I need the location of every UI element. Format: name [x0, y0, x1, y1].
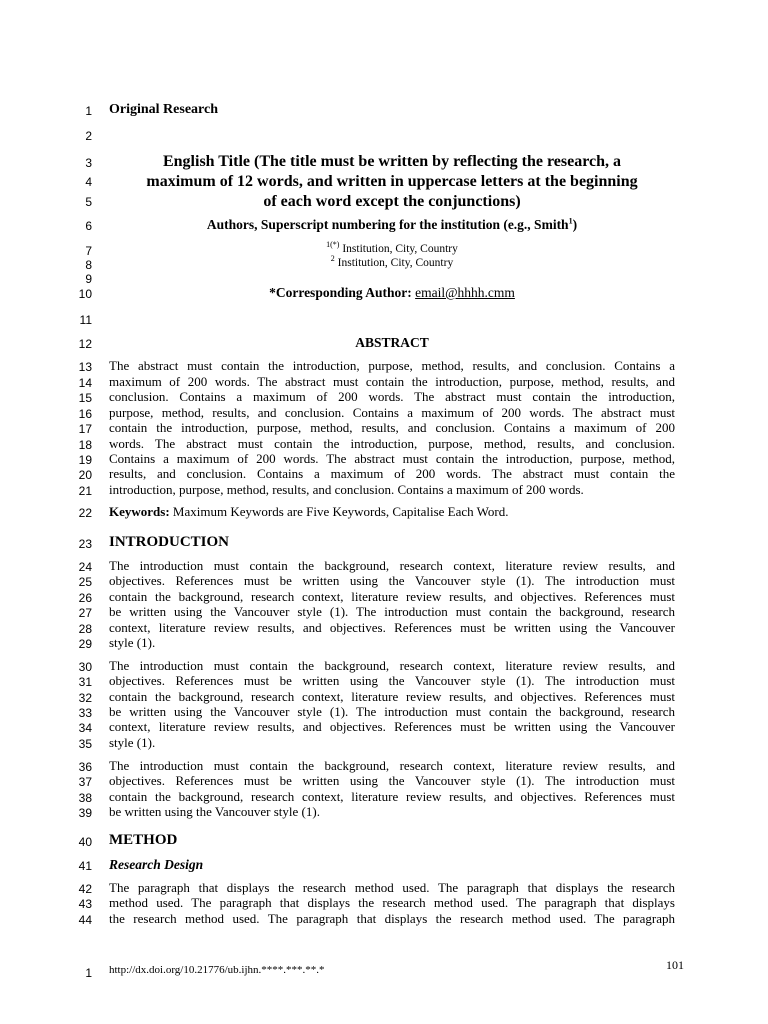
paragraph-line: contain the background, research context, literature review results, and objectives. References must [109, 789, 675, 804]
line-number: 29 [78, 637, 92, 651]
line-number: 37 [78, 775, 92, 789]
line-number: 17 [78, 422, 92, 436]
keywords-label: Keywords: [109, 504, 170, 519]
affiliation-superscript: 2 [330, 254, 335, 264]
line-number: 11 [79, 313, 92, 327]
affiliation-2 [109, 254, 675, 269]
line-number: 10 [78, 287, 92, 301]
line-number: 9 [85, 272, 92, 286]
line-number: 43 [78, 897, 92, 911]
line-number: 30 [78, 660, 92, 674]
line-number: 12 [78, 337, 92, 351]
line-number: 16 [78, 407, 92, 421]
paragraph-line: be written using the Vancouver style (1). The introduction must contain the background, research [109, 704, 675, 719]
abstract-line: Contains a maximum of 200 words. The abstract must contain the introduction, purpose, method, [109, 451, 675, 466]
paragraph-line: context, literature review results, and objectives. References must be written using the Vancouver [109, 719, 675, 734]
abstract-line: conclusion. Contains a maximum of 200 words. The abstract must contain the introduction, [109, 389, 675, 404]
paragraph-line: context, literature review results, and objectives. References must be written using the Vancouver [109, 620, 675, 635]
abstract-line: words. The abstract must contain the introduction, purpose, method, results, and conclusion. [109, 436, 675, 451]
abstract-line: maximum of 200 words. The abstract must contain the introduction, purpose, method, results, and [109, 374, 675, 389]
line-number: 22 [78, 506, 92, 520]
line-number: 8 [85, 258, 92, 272]
line-number: 36 [78, 760, 92, 774]
paragraph-line: The introduction must contain the background, research context, literature review results, and [109, 758, 675, 773]
paragraph-line: be written using the Vancouver style (1). [109, 804, 320, 819]
paragraph-line: the research method used. The paragraph that displays the research method used. The paragraph [109, 911, 675, 926]
paragraph-line: The introduction must contain the background, research context, literature review results, and [109, 558, 675, 573]
paragraph-line: method used. The paragraph that displays the research method used. The paragraph that displays [109, 895, 675, 910]
line-number: 25 [78, 575, 92, 589]
paragraph-line: The paragraph that displays the research method used. The paragraph that displays the research [109, 880, 675, 895]
paragraph-line: style (1). [109, 735, 156, 750]
line-number: 2 [85, 129, 92, 143]
line-number: 13 [78, 360, 92, 374]
corresponding-label: *Corresponding Author: [269, 285, 416, 300]
paragraph-line: be written using the Vancouver style (1). The introduction must contain the background, research [109, 604, 675, 619]
keywords-line [109, 504, 675, 520]
line-number: 3 [85, 156, 92, 170]
affiliation-text: Institution, City, Country [334, 257, 454, 269]
line-number: 33 [78, 706, 92, 720]
line-number: 7 [85, 244, 92, 258]
abstract-line: introduction, purpose, method, results, and conclusion. Contains a maximum of 200 words. [109, 482, 584, 497]
introduction-heading: INTRODUCTION [109, 534, 230, 550]
title-line: English Title (The title must be written by reflecting the research, a [162, 153, 622, 170]
corresponding-email-link[interactable]: email@hhhh.cmm [415, 285, 515, 300]
line-number: 24 [78, 560, 92, 574]
paragraph-line: objectives. References must be written using the Vancouver style (1). The introduction must [109, 573, 675, 588]
paragraph-line: objectives. References must be written using the Vancouver style (1). The introduction must [109, 673, 675, 688]
line-number: 38 [78, 791, 92, 805]
footer-line-number: 1 [85, 966, 92, 980]
line-number: 21 [78, 484, 92, 498]
doi-link[interactable]: http://dx.doi.org/10.21776/ub.ijhn.****.***.**.* [109, 964, 325, 976]
authors-text: Authors, Superscript numbering for the institution (e.g., Smith [206, 217, 569, 232]
paragraph-line: contain the background, research context, literature review results, and objectives. References must [109, 689, 675, 704]
author-superscript: 1 [568, 216, 573, 226]
line-number: 19 [78, 453, 92, 467]
paragraph-line: contain the background, research context, literature review results, and objectives. References must [109, 589, 675, 604]
paragraph-line: The introduction must contain the background, research context, literature review results, and [109, 658, 675, 673]
line-number: 1 [85, 104, 92, 118]
line-number: 40 [78, 835, 92, 849]
line-number: 39 [78, 806, 92, 820]
line-number: 35 [78, 737, 92, 751]
abstract-line: purpose, method, results, and conclusion. Contains a maximum of 200 words. The abstract must [109, 405, 675, 420]
page-number: 101 [666, 958, 684, 972]
line-number: 26 [78, 591, 92, 605]
line-number: 44 [78, 913, 92, 927]
line-number: 42 [78, 882, 92, 896]
line-number: 14 [78, 376, 92, 390]
line-number: 41 [78, 859, 92, 873]
authors-line [109, 217, 675, 233]
line-number: 6 [85, 219, 92, 233]
affiliation-superscript: 1(*) [326, 240, 340, 250]
title-line: of each word except the conjunctions) [263, 193, 521, 210]
line-number: 5 [85, 195, 92, 209]
line-number: 32 [78, 691, 92, 705]
paragraph-line: objectives. References must be written using the Vancouver style (1). The introduction must [109, 773, 675, 788]
line-number: 34 [78, 721, 92, 735]
line-number: 4 [85, 175, 92, 189]
abstract-line: results, and conclusion. Contains a maximum of 200 words. The abstract must contain the [109, 466, 675, 481]
keywords-text: Maximum Keywords are Five Keywords, Capitalise Each Word. [169, 504, 509, 519]
paragraph-line: style (1). [109, 635, 156, 650]
corresponding-author [109, 285, 675, 301]
line-number: 28 [78, 622, 92, 636]
article-type-label: Original Research [109, 102, 219, 117]
abstract-line: contain the introduction, purpose, method, results, and conclusion. Contains a maximum of 200 [109, 420, 675, 435]
affiliation-text: Institution, City, Country [339, 243, 458, 255]
affiliation-1 [109, 240, 675, 255]
authors-close: ) [572, 217, 578, 232]
line-number: 20 [78, 468, 92, 482]
research-design-subheading: Research Design [109, 857, 204, 872]
abstract-line: The abstract must contain the introduction, purpose, method, results, and conclusion. Contains a [109, 358, 675, 373]
line-number: 27 [78, 606, 92, 620]
line-number: 31 [78, 675, 92, 689]
line-number: 15 [78, 391, 92, 405]
abstract-heading: ABSTRACT [355, 335, 429, 350]
line-number: 18 [78, 438, 92, 452]
line-number: 23 [78, 537, 92, 551]
title-line: maximum of 12 words, and written in uppercase letters at the beginning [146, 173, 638, 190]
method-heading: METHOD [109, 832, 178, 848]
